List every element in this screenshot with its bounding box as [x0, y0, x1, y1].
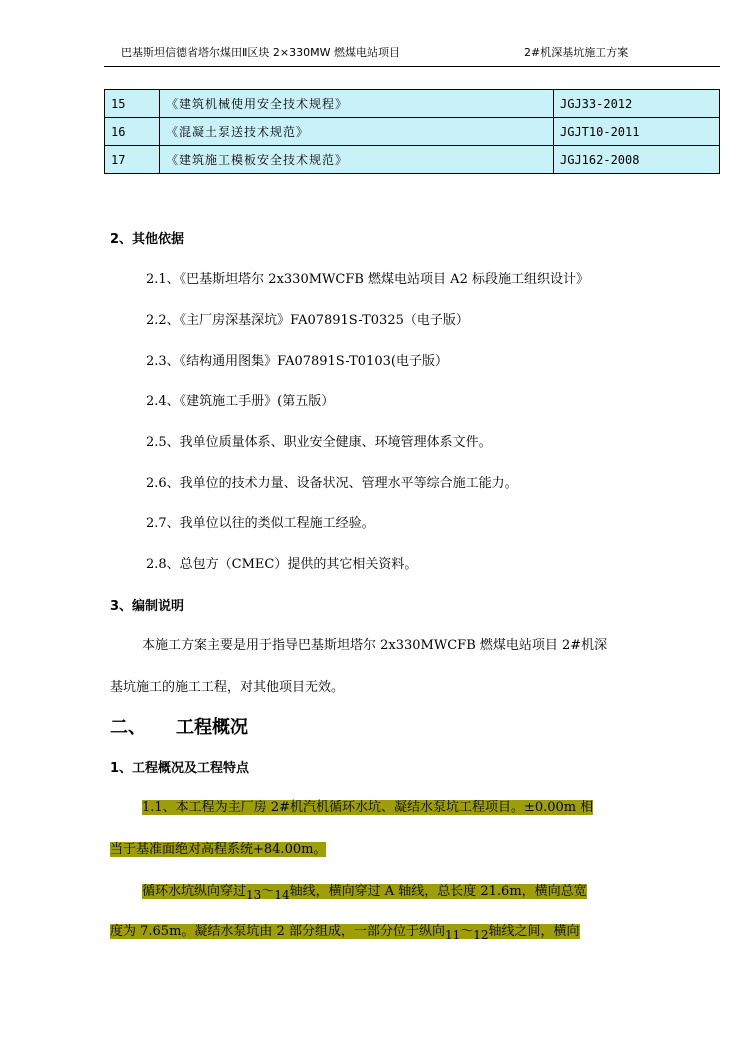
axis-number: 14 [274, 888, 290, 902]
basis-item: 2.6、我单位的技术力量、设备状况、管理水平等综合施工能力。 [146, 476, 518, 491]
header-divider [104, 66, 720, 67]
highlighted-text: 当于基准面绝对高程系统+84.00m。 [110, 842, 327, 857]
chapter-title: 工程概况 [176, 717, 248, 738]
table-cell-standard-code: JGJ33-2012 [554, 90, 720, 118]
axis-number: 12 [473, 928, 489, 942]
header-project-name: 巴基斯坦信德省塔尔煤田Ⅱ区块 2×330MW 燃煤电站项目 [121, 46, 400, 59]
chapter-heading [110, 713, 248, 739]
axis-number: 13 [246, 888, 262, 902]
table-cell-standard-name: 《建筑机械使用安全技术规程》 [160, 90, 554, 118]
table-cell-standard-name: 《混凝土泵送技术规范》 [160, 118, 554, 146]
text-run: 度为 7.65m。凝结水泵坑由 2 部分组成，一部分位于纵向 [110, 924, 445, 939]
basis-item: 2.4、《建筑施工手册》(第五版） [146, 394, 335, 409]
basis-item: 2.3、《结构通用图集》FA07891S-T0103(电子版） [146, 354, 448, 369]
overview-paragraph-1-line-1 [142, 796, 593, 815]
text-run: 轴线，横向穿过 A 轴线，总长度 21.6m，横向总宽 [289, 884, 587, 899]
compile-note-line-2: 基坑施工的施工工程，对其他项目无效。 [110, 680, 345, 695]
basis-item: 2.2、《主厂房深基深坑》FA07891S-T0325（电子版） [146, 313, 469, 328]
basis-item: 2.5、我单位质量体系、职业安全健康、环境管理体系文件。 [146, 435, 492, 450]
highlighted-text [110, 924, 580, 942]
basis-item: 2.7、我单位以往的类似工程施工经验。 [146, 516, 375, 531]
header-document-title: 2#机深基坑施工方案 [524, 46, 629, 59]
text-run: 循环水坑纵向穿过 [142, 884, 247, 899]
section-heading-overview: 1、工程概况及工程特点 [110, 761, 250, 776]
overview-paragraph-2-line-1 [142, 880, 587, 902]
table-row [105, 118, 720, 146]
table-row [105, 146, 720, 174]
section-heading-compile-note: 3、编制说明 [110, 599, 185, 614]
table-cell-number: 16 [105, 118, 160, 146]
overview-paragraph-2-line-2 [110, 920, 580, 942]
table-cell-standard-name: 《建筑施工模板安全技术规范》 [160, 146, 554, 174]
chapter-number: 二、 [110, 717, 146, 738]
section-heading-other-basis: 2、其他依据 [110, 232, 185, 247]
overview-paragraph-1-line-2 [110, 838, 326, 857]
highlighted-text: 1.1、本工程为主厂房 2#机汽机循环水坑、凝结水泵坑工程项目。±0.00m 相 [142, 800, 594, 815]
basis-item: 2.8、总包方（CMEC）提供的其它相关资料。 [146, 557, 418, 572]
axis-number: 11 [444, 928, 461, 942]
table-row [105, 90, 720, 118]
tilde: ～ [261, 884, 275, 899]
table-cell-standard-code: JGJ162-2008 [554, 146, 720, 174]
table-cell-number: 17 [105, 146, 160, 174]
table-cell-number: 15 [105, 90, 160, 118]
tilde: ～ [460, 924, 474, 939]
highlighted-text [142, 884, 587, 902]
basis-item: 2.1、《巴基斯坦塔尔 2x330MWCFB 燃煤电站项目 A2 标段施工组织设计》 [146, 272, 589, 287]
table-cell-standard-code: JGJT10-2011 [554, 118, 720, 146]
standards-table [104, 89, 720, 174]
compile-note-line-1: 本施工方案主要是用于指导巴基斯坦塔尔 2x330MWCFB 燃煤电站项目 2#机深 [142, 638, 608, 653]
text-run: 轴线之间，横向 [488, 924, 580, 939]
